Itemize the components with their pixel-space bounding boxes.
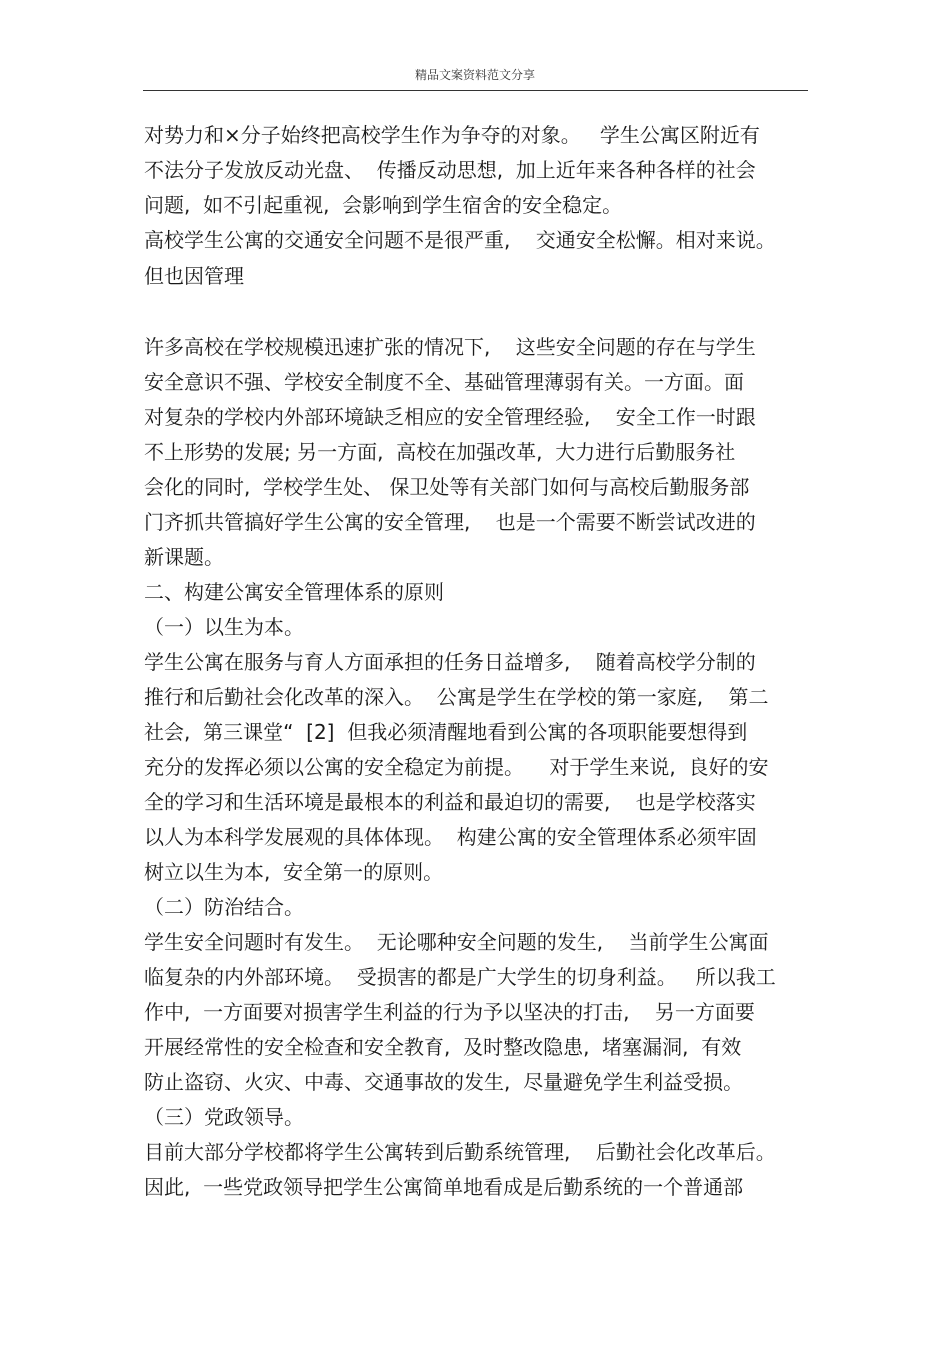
- body-line: 目前大部分学校都将学生公寓转到后勤系统管理, 后勤社会化改革后。: [144, 1140, 776, 1164]
- body-line: 但也因管理: [144, 264, 244, 288]
- body-line: 学生公寓在服务与育人方面承担的任务日益增多, 随着高校学分制的: [144, 650, 756, 674]
- subsection-heading: （二）防治结合。: [144, 895, 304, 919]
- body-line: 安全意识不强、学校安全制度不全、基础管理薄弱有关。一方面。面: [144, 370, 744, 394]
- body-line: 以人为本科学发展观的具体体现。 构建公寓的安全管理体系必须牢固: [144, 825, 757, 849]
- body-line: 全的学习和生活环境是最根本的利益和最迫切的需要, 也是学校落实: [144, 790, 756, 814]
- section-heading: 二、构建公寓安全管理体系的原则: [144, 580, 444, 604]
- body-line: 临复杂的内外部环境。 受损害的都是广大学生的切身利益。 所以我工: [144, 965, 776, 989]
- body-line: 社会, 第三课堂“ [2] 但我必须清醒地看到公寓的各项职能要想得到: [144, 720, 748, 744]
- body-line: 推行和后勤社会化改革的深入。 公寓是学生在学校的第一家庭, 第二: [144, 685, 769, 709]
- body-line: 树立以生为本, 安全第一的原则。: [144, 860, 444, 884]
- subsection-heading: （三）党政领导。: [144, 1105, 304, 1129]
- header-divider: [143, 90, 808, 91]
- body-line: 新课题。: [144, 545, 224, 569]
- body-line: 防止盗窃、火灾、中毒、交通事故的发生, 尽量避免学生利益受损。: [144, 1070, 744, 1094]
- body-line: 作中, 一方面要对损害学生利益的行为予以坚决的打击, 另一方面要: [144, 1000, 755, 1024]
- body-line: 因此, 一些党政领导把学生公寓简单地看成是后勤系统的一个普通部: [144, 1175, 744, 1199]
- subsection-heading: （一）以生为本。: [144, 615, 304, 639]
- body-line: 开展经常性的安全检查和安全教育, 及时整改隐患, 堵塞漏洞, 有效: [144, 1035, 742, 1059]
- body-line: 门齐抓共管搞好学生公寓的安全管理, 也是一个需要不断尝试改进的: [144, 510, 756, 534]
- body-line: 许多高校在学校规模迅速扩张的情况下, 这些安全问题的存在与学生: [144, 335, 756, 359]
- body-line: 问题, 如不引起重视, 会影响到学生宿舍的安全稳定。: [144, 193, 623, 217]
- body-line: 不上形势的发展; 另一方面, 高校在加强改革, 大力进行后勤服务社: [144, 440, 736, 464]
- body-line: 高校学生公寓的交通安全问题不是很严重, 交通安全松懈。相对来说。: [144, 228, 776, 252]
- body-line: 对复杂的学校内外部环境缺乏相应的安全管理经验, 安全工作一时跟: [144, 405, 756, 429]
- body-line: 会化的同时, 学校学生处、 保卫处等有关部门如何与高校后勤服务部: [144, 475, 750, 499]
- page-header-title: 精品文案资料范文分享: [414, 68, 535, 82]
- body-line: 不法分子发放反动光盘、 传播反动思想, 加上近年来各种各样的社会: [144, 158, 756, 182]
- body-line: 对势力和×分子始终把高校学生作为争夺的对象。 学生公寓区附近有: [144, 123, 760, 147]
- body-line: 学生安全问题时有发生。 无论哪种安全问题的发生, 当前学生公寓面: [144, 930, 769, 954]
- body-line: 充分的发挥必须以公寓的安全稳定为前提。 对于学生来说, 良好的安: [144, 755, 769, 779]
